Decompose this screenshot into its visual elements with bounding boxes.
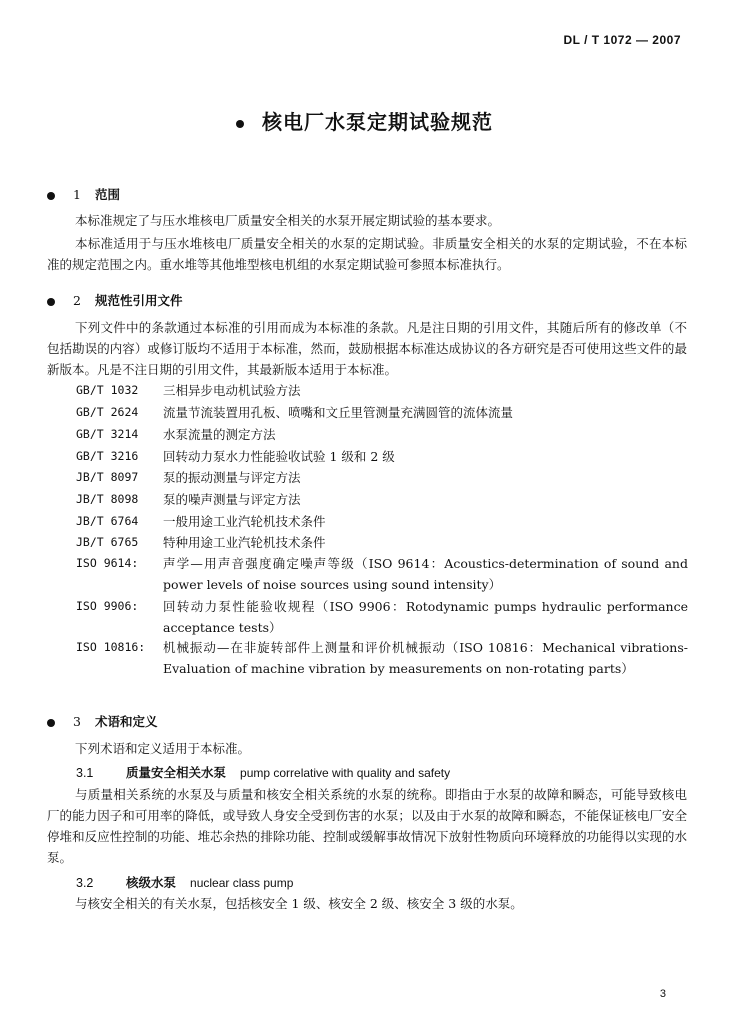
reference-title: 声学—用声音强度确定噪声等级（ISO 9614：Acoustics-determination of sound and power levels of noise sources using sound intensity） — [163, 556, 688, 592]
reference-title: 水泵流量的测定方法 — [163, 427, 276, 442]
bullet-icon — [236, 120, 244, 128]
reference-title: 回转动力泵水力性能验收试验 1 级和 2 级 — [163, 449, 395, 464]
term-3-2-heading — [76, 873, 293, 891]
bullet-icon — [47, 719, 55, 727]
reference-code: JB/T 8097 — [76, 470, 139, 484]
reference-item — [76, 489, 688, 510]
reference-code: ISO 9614: — [76, 556, 139, 570]
bullet-icon — [47, 298, 55, 306]
reference-code: JB/T 6765 — [76, 535, 139, 549]
term-3-2-definition: 与核安全相关的有关水泵，包括核安全 1 级、核安全 2 级、核安全 3 级的水泵。 — [75, 896, 523, 911]
section-3-heading — [47, 712, 158, 730]
terms-intro: 下列术语和定义适用于本标准。 — [75, 741, 251, 756]
reference-title: 机械振动—在非旋转部件上测量和评价机械振动（ISO 10816：Mechanical vibrations-Evaluation of machine vibration by measurements on non-rotating parts） — [163, 640, 688, 676]
bullet-icon — [47, 192, 55, 200]
reference-item — [76, 402, 688, 423]
section-number: 1 — [73, 187, 81, 202]
reference-title: 泵的振动测量与评定方法 — [163, 470, 301, 485]
normative-intro: 下列文件中的条款通过本标准的引用而成为本标准的条款。凡是注日期的引用文件，其随后所有的修改单（不包括勘误的内容）或修订版均不适用于本标准，然而，鼓励根据本标准达成协议的各方研究是否可使用这些文件的最新版本。凡是不注日期的引用文件，其最新版本适用于本标准。 — [47, 320, 687, 377]
reference-item — [76, 532, 688, 553]
reference-code: GB/T 2624 — [76, 405, 139, 419]
reference-code: GB/T 3214 — [76, 427, 139, 441]
term-number: 3.2 — [76, 876, 94, 890]
section-title: 范围 — [95, 187, 121, 202]
section-number: 3 — [73, 714, 81, 729]
section-1-heading — [47, 185, 120, 203]
term-english: nuclear class pump — [190, 876, 294, 890]
page-number: 3 — [659, 988, 666, 1000]
section-2-heading — [47, 291, 183, 309]
term-3-1-heading — [76, 763, 450, 781]
reference-code: ISO 10816: — [76, 640, 146, 654]
reference-title: 泵的噪声测量与评定方法 — [163, 492, 301, 507]
term-3-1-definition: 与质量相关系统的水泵及与质量和核安全相关系统的水泵的统称。即指由于水泵的故障和瞬态，可能导致核电厂的能力因子和可用率的降低，或导致人身安全受到伤害的水泵；以及由于水泵的故障和瞬态，不能保证核电厂安全停堆和反应性控制的功能、堆芯余热的排除功能、控制或缓解事故情况下放射性物质向环境释放的功能得以实现的水泵。 — [47, 787, 687, 865]
reference-title: 一般用途工业汽轮机技术条件 — [163, 514, 326, 529]
reference-item — [76, 380, 688, 401]
term-english: pump correlative with quality and safety — [240, 766, 451, 780]
term-chinese: 质量安全相关水泵 — [126, 765, 227, 780]
standard-number: DL / T 1072 — 2007 — [563, 33, 681, 47]
reference-code: JB/T 6764 — [76, 514, 139, 528]
reference-title: 三相异步电动机试验方法 — [163, 383, 301, 398]
section-title: 规范性引用文件 — [95, 293, 183, 308]
reference-code: JB/T 8098 — [76, 492, 139, 506]
reference-code: GB/T 1032 — [76, 383, 139, 397]
section-number: 2 — [73, 293, 81, 308]
page-title — [0, 106, 729, 135]
reference-title: 回转动力泵性能验收规程（ISO 9906：Rotodynamic pumps hydraulic performance acceptance tests） — [163, 599, 688, 635]
title-text: 核电厂水泵定期试验规范 — [262, 110, 493, 134]
reference-item — [76, 446, 688, 467]
reference-code: GB/T 3216 — [76, 449, 139, 463]
reference-item — [76, 511, 688, 532]
reference-item — [76, 424, 688, 445]
scope-paragraph-2: 本标准适用于与压水堆核电厂质量安全相关的水泵的定期试验。非质量安全相关的水泵的定期试验，不在本标准的规定范围之内。重水堆等其他堆型核电机组的水泵定期试验可参照本标准执行。 — [47, 236, 687, 272]
reference-code: ISO 9906: — [76, 599, 139, 613]
reference-title: 流量节流装置用孔板、喷嘴和文丘里管测量充满圆管的流体流量 — [163, 405, 514, 420]
term-number: 3.1 — [76, 766, 94, 780]
reference-title: 特种用途工业汽轮机技术条件 — [163, 535, 326, 550]
reference-item — [76, 596, 688, 638]
section-title: 术语和定义 — [95, 714, 158, 729]
reference-item — [76, 467, 688, 488]
scope-paragraph-1: 本标准规定了与压水堆核电厂质量安全相关的水泵开展定期试验的基本要求。 — [75, 213, 501, 228]
reference-item — [76, 553, 688, 595]
term-chinese: 核级水泵 — [126, 875, 177, 890]
reference-item — [76, 637, 688, 679]
